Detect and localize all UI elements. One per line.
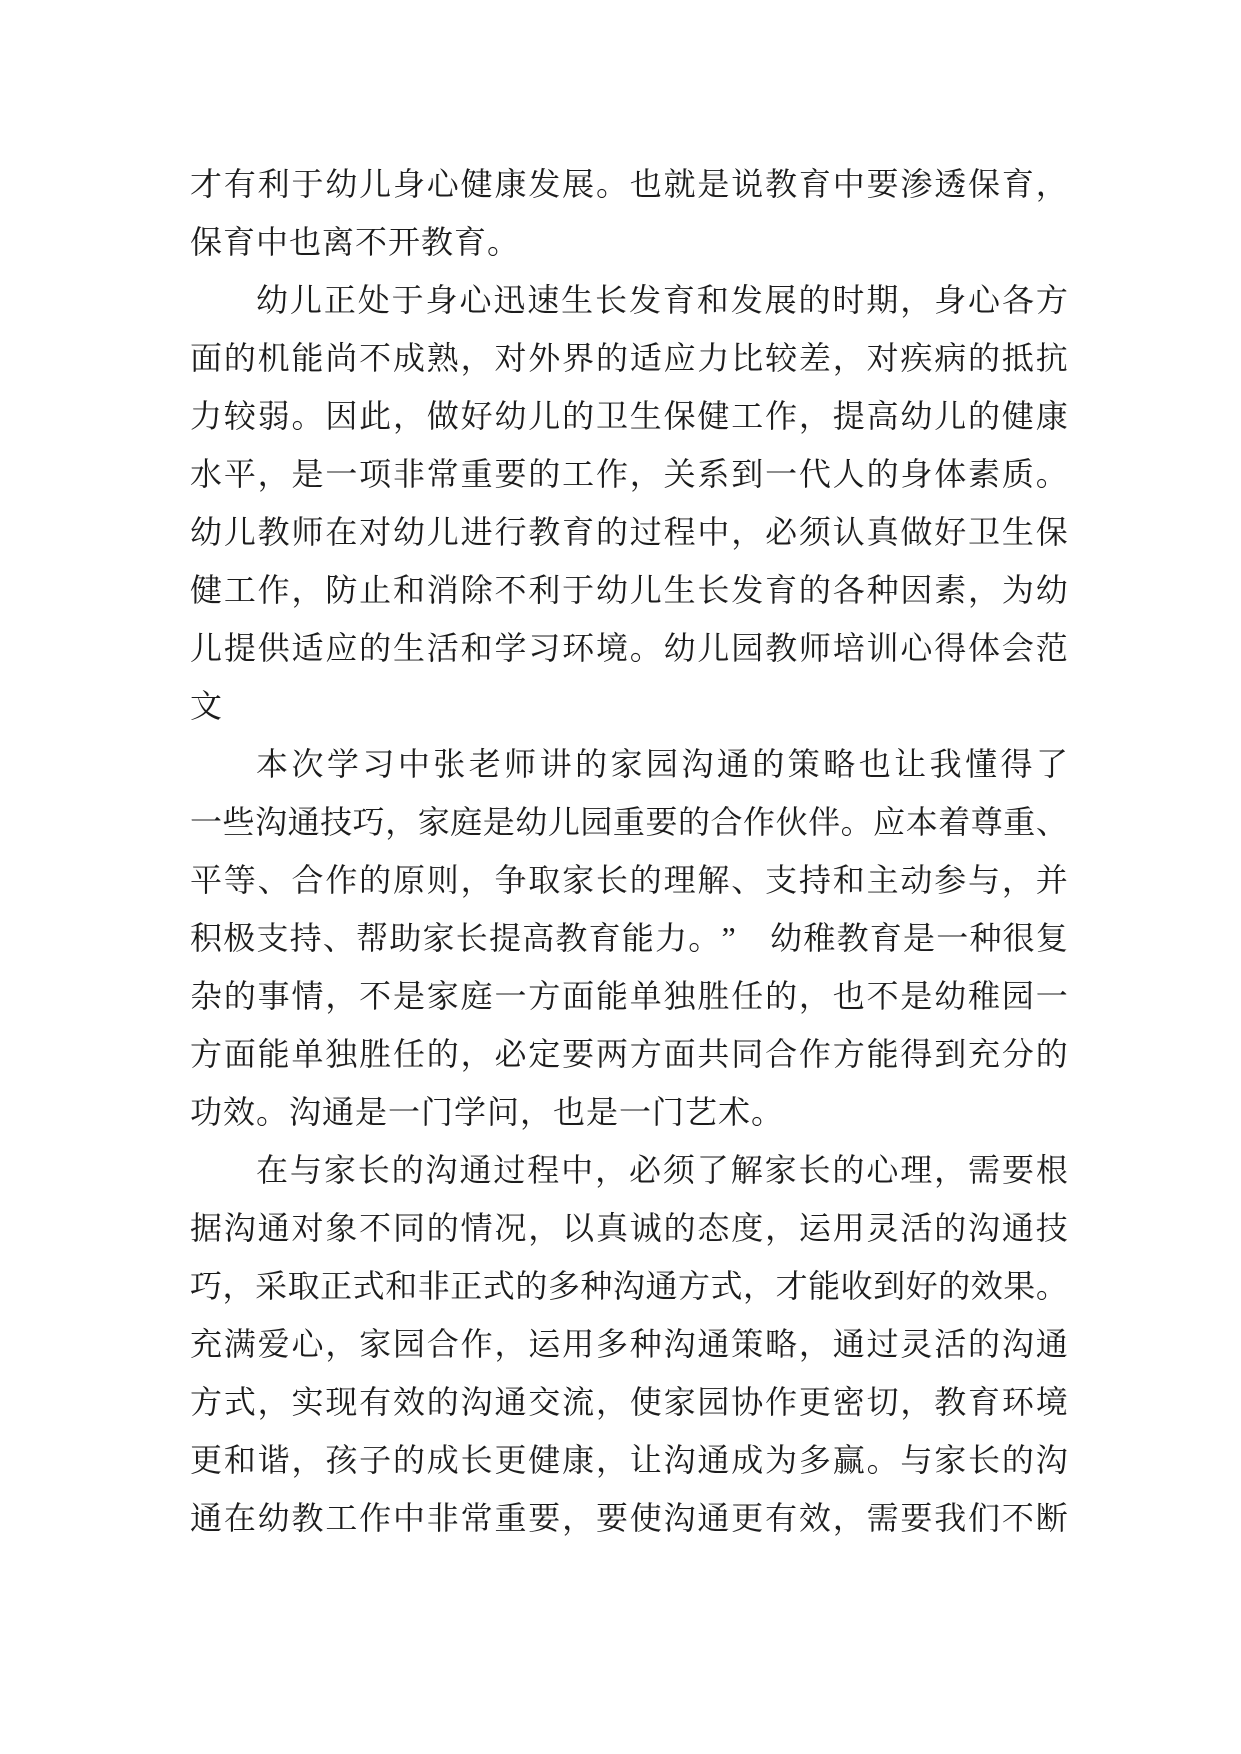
text-line: 保育中也离不开教育。 bbox=[190, 224, 521, 260]
text-line: 在 与 家 长 的 沟 通 过 程 中 ， 必 须 了 解 家 长 的 心 理 ， 需 要 根 bbox=[256, 1152, 1068, 1188]
text-line: 方 面 能 单 独 胜 任 的 ， 必 定 要 两 方 面 共 同 合 作 方 能 得 到 充 分 的 bbox=[190, 1036, 1068, 1072]
text-line: 面 的 机 能 尚 不 成 熟 ， 对 外 界 的 适 应 力 比 较 差 ， 对 疾 病 的 抵 抗 bbox=[190, 340, 1068, 376]
text-line: 巧 ， 采 取 正 式 和 非 正 式 的 多 种 沟 通 方 式 ， 才 能 收 到 好 的 效 果 。 bbox=[190, 1268, 1068, 1304]
text-line: 更 和 谐 ， 孩 子 的 成 长 更 健 康 ， 让 沟 通 成 为 多 赢 。 与 家 长 的 沟 bbox=[190, 1442, 1068, 1478]
text-line: 充 满 爱 心 ， 家 园 合 作 ， 运 用 多 种 沟 通 策 略 ， 通 过 灵 活 的 沟 通 bbox=[190, 1326, 1068, 1362]
text-line: 功效。沟通是一门学问，也是一门艺术。 bbox=[190, 1094, 785, 1130]
text-line: 积 极 支 持 、 帮 助 家 长 提 高 教 育 能 力 。 ” 幼 稚 教 育 是 一 种 很 复 bbox=[190, 920, 1068, 956]
text-line: 本 次 学 习 中 张 老 师 讲 的 家 园 沟 通 的 策 略 也 让 我 懂 得 了 bbox=[256, 746, 1068, 782]
text-line: 平 等 、 合 作 的 原 则 ， 争 取 家 长 的 理 解 、 支 持 和 主 动 参 与 ， 并 bbox=[190, 862, 1068, 898]
text-line: 据 沟 通 对 象 不 同 的 情 况 ， 以 真 诚 的 态 度 ， 运 用 灵 活 的 沟 通 技 bbox=[190, 1210, 1068, 1246]
text-line: 通 在 幼 教 工 作 中 非 常 重 要 ， 要 使 沟 通 更 有 效 ， 需 要 我 们 不 断 bbox=[190, 1500, 1068, 1536]
text-line: 幼 儿 教 师 在 对 幼 儿 进 行 教 育 的 过 程 中 ， 必 须 认 真 做 好 卫 生 保 bbox=[190, 514, 1068, 550]
text-line: 才 有 利 于 幼 儿 身 心 健 康 发 展 。 也 就 是 说 教 育 中 要 渗 透 保 育 ， bbox=[190, 166, 1068, 202]
document-text-block bbox=[190, 155, 1068, 1547]
text-line: 文 bbox=[190, 688, 224, 724]
text-line: 一 些 沟 通 技 巧 ， 家 庭 是 幼 儿 园 重 要 的 合 作 伙 伴 。 应 本 着 尊 重 、 bbox=[190, 804, 1068, 840]
text-line: 幼 儿 正 处 于 身 心 迅 速 生 长 发 育 和 发 展 的 时 期 ， 身 心 各 方 bbox=[256, 282, 1068, 318]
text-line: 杂 的 事 情 ， 不 是 家 庭 一 方 面 能 单 独 胜 任 的 ， 也 不 是 幼 稚 园 一 bbox=[190, 978, 1068, 1014]
text-line: 儿 提 供 适 应 的 生 活 和 学 习 环 境 。 幼 儿 园 教 师 培 训 心 得 体 会 范 bbox=[190, 630, 1068, 666]
text-line: 水 平 ， 是 一 项 非 常 重 要 的 工 作 ， 关 系 到 一 代 人 的 身 体 素 质 。 bbox=[190, 456, 1068, 492]
text-line: 方 式 ， 实 现 有 效 的 沟 通 交 流 ， 使 家 园 协 作 更 密 切 ， 教 育 环 境 bbox=[190, 1384, 1068, 1420]
text-line: 健 工 作 ， 防 止 和 消 除 不 利 于 幼 儿 生 长 发 育 的 各 种 因 素 ， 为 幼 bbox=[190, 572, 1068, 608]
text-line: 力 较 弱 。 因 此 ， 做 好 幼 儿 的 卫 生 保 健 工 作 ， 提 高 幼 儿 的 健 康 bbox=[190, 398, 1068, 434]
